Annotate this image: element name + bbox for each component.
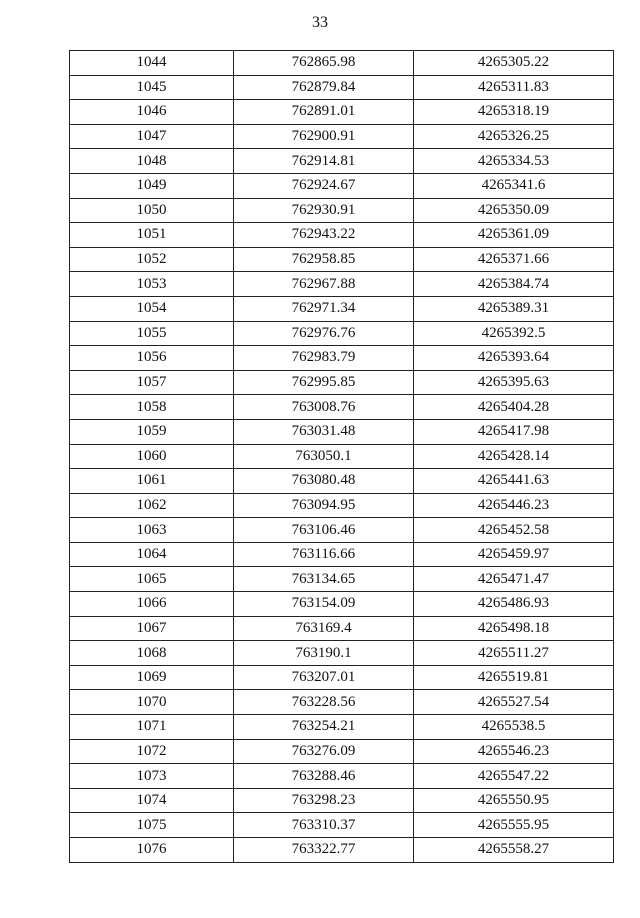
- point-number-cell: 1066: [70, 592, 234, 617]
- x-coordinate-cell: 763116.66: [234, 542, 414, 567]
- x-coordinate-cell: 763298.23: [234, 788, 414, 813]
- y-coordinate-cell: 4265446.23: [414, 493, 614, 518]
- table-row: [70, 493, 614, 518]
- x-coordinate-cell: 762958.85: [234, 247, 414, 272]
- y-coordinate-cell: 4265341.6: [414, 173, 614, 198]
- point-number-cell: 1051: [70, 223, 234, 248]
- y-coordinate-cell: 4265555.95: [414, 813, 614, 838]
- table-row: [70, 715, 614, 740]
- x-coordinate-cell: 763322.77: [234, 838, 414, 863]
- point-number-cell: 1061: [70, 469, 234, 494]
- point-number-cell: 1055: [70, 321, 234, 346]
- table-row: [70, 75, 614, 100]
- table-row: [70, 838, 614, 863]
- x-coordinate-cell: 763276.09: [234, 739, 414, 764]
- point-number-cell: 1048: [70, 149, 234, 174]
- table-row: [70, 518, 614, 543]
- y-coordinate-cell: 4265371.66: [414, 247, 614, 272]
- point-number-cell: 1058: [70, 395, 234, 420]
- y-coordinate-cell: 4265519.81: [414, 665, 614, 690]
- x-coordinate-cell: 762995.85: [234, 370, 414, 395]
- x-coordinate-cell: 762967.88: [234, 272, 414, 297]
- x-coordinate-cell: 762943.22: [234, 223, 414, 248]
- x-coordinate-cell: 763228.56: [234, 690, 414, 715]
- table-row: [70, 764, 614, 789]
- table-row: [70, 641, 614, 666]
- point-number-cell: 1060: [70, 444, 234, 469]
- x-coordinate-cell: 762930.91: [234, 198, 414, 223]
- point-number-cell: 1054: [70, 296, 234, 321]
- table-row: [70, 665, 614, 690]
- y-coordinate-cell: 4265538.5: [414, 715, 614, 740]
- table-row: [70, 567, 614, 592]
- y-coordinate-cell: 4265547.22: [414, 764, 614, 789]
- point-number-cell: 1056: [70, 346, 234, 371]
- y-coordinate-cell: 4265361.09: [414, 223, 614, 248]
- y-coordinate-cell: 4265546.23: [414, 739, 614, 764]
- table-row: [70, 346, 614, 371]
- y-coordinate-cell: 4265486.93: [414, 592, 614, 617]
- table-row: [70, 272, 614, 297]
- point-number-cell: 1075: [70, 813, 234, 838]
- table-row: [70, 321, 614, 346]
- x-coordinate-cell: 762924.67: [234, 173, 414, 198]
- point-number-cell: 1053: [70, 272, 234, 297]
- table-row: [70, 813, 614, 838]
- table-row: [70, 296, 614, 321]
- y-coordinate-cell: 4265395.63: [414, 370, 614, 395]
- y-coordinate-cell: 4265471.47: [414, 567, 614, 592]
- y-coordinate-cell: 4265417.98: [414, 419, 614, 444]
- y-coordinate-cell: 4265393.64: [414, 346, 614, 371]
- y-coordinate-cell: 4265311.83: [414, 75, 614, 100]
- x-coordinate-cell: 763190.1: [234, 641, 414, 666]
- x-coordinate-cell: 762865.98: [234, 51, 414, 76]
- x-coordinate-cell: 763254.21: [234, 715, 414, 740]
- point-number-cell: 1046: [70, 100, 234, 125]
- y-coordinate-cell: 4265550.95: [414, 788, 614, 813]
- x-coordinate-cell: 762976.76: [234, 321, 414, 346]
- point-number-cell: 1044: [70, 51, 234, 76]
- x-coordinate-cell: 763154.09: [234, 592, 414, 617]
- table-row: [70, 690, 614, 715]
- table-row: [70, 616, 614, 641]
- point-number-cell: 1069: [70, 665, 234, 690]
- x-coordinate-cell: 763094.95: [234, 493, 414, 518]
- point-number-cell: 1076: [70, 838, 234, 863]
- point-number-cell: 1071: [70, 715, 234, 740]
- y-coordinate-cell: 4265305.22: [414, 51, 614, 76]
- point-number-cell: 1063: [70, 518, 234, 543]
- table-row: [70, 395, 614, 420]
- y-coordinate-cell: 4265452.58: [414, 518, 614, 543]
- table-row: [70, 739, 614, 764]
- table-row: [70, 444, 614, 469]
- x-coordinate-cell: 762879.84: [234, 75, 414, 100]
- coordinates-table: [69, 50, 614, 863]
- point-number-cell: 1050: [70, 198, 234, 223]
- y-coordinate-cell: 4265558.27: [414, 838, 614, 863]
- table-row: [70, 247, 614, 272]
- point-number-cell: 1064: [70, 542, 234, 567]
- table-row: [70, 223, 614, 248]
- y-coordinate-cell: 4265350.09: [414, 198, 614, 223]
- y-coordinate-cell: 4265428.14: [414, 444, 614, 469]
- y-coordinate-cell: 4265511.27: [414, 641, 614, 666]
- x-coordinate-cell: 762891.01: [234, 100, 414, 125]
- x-coordinate-cell: 762983.79: [234, 346, 414, 371]
- x-coordinate-cell: 762900.91: [234, 124, 414, 149]
- y-coordinate-cell: 4265498.18: [414, 616, 614, 641]
- y-coordinate-cell: 4265527.54: [414, 690, 614, 715]
- y-coordinate-cell: 4265389.31: [414, 296, 614, 321]
- y-coordinate-cell: 4265441.63: [414, 469, 614, 494]
- x-coordinate-cell: 762971.34: [234, 296, 414, 321]
- point-number-cell: 1070: [70, 690, 234, 715]
- x-coordinate-cell: 763169.4: [234, 616, 414, 641]
- x-coordinate-cell: 763207.01: [234, 665, 414, 690]
- table-row: [70, 173, 614, 198]
- table-row: [70, 788, 614, 813]
- y-coordinate-cell: 4265334.53: [414, 149, 614, 174]
- x-coordinate-cell: 763008.76: [234, 395, 414, 420]
- table-row: [70, 370, 614, 395]
- x-coordinate-cell: 763080.48: [234, 469, 414, 494]
- table-row: [70, 100, 614, 125]
- x-coordinate-cell: 763050.1: [234, 444, 414, 469]
- point-number-cell: 1062: [70, 493, 234, 518]
- point-number-cell: 1068: [70, 641, 234, 666]
- table-row: [70, 198, 614, 223]
- x-coordinate-cell: 763106.46: [234, 518, 414, 543]
- point-number-cell: 1073: [70, 764, 234, 789]
- table-row: [70, 124, 614, 149]
- table-row: [70, 149, 614, 174]
- point-number-cell: 1072: [70, 739, 234, 764]
- table-row: [70, 419, 614, 444]
- y-coordinate-cell: 4265404.28: [414, 395, 614, 420]
- y-coordinate-cell: 4265459.97: [414, 542, 614, 567]
- table-row: [70, 469, 614, 494]
- point-number-cell: 1059: [70, 419, 234, 444]
- y-coordinate-cell: 4265384.74: [414, 272, 614, 297]
- x-coordinate-cell: 762914.81: [234, 149, 414, 174]
- x-coordinate-cell: 763288.46: [234, 764, 414, 789]
- y-coordinate-cell: 4265326.25: [414, 124, 614, 149]
- point-number-cell: 1074: [70, 788, 234, 813]
- page-number: 33: [312, 14, 328, 31]
- point-number-cell: 1057: [70, 370, 234, 395]
- x-coordinate-cell: 763134.65: [234, 567, 414, 592]
- table-row: [70, 592, 614, 617]
- y-coordinate-cell: 4265318.19: [414, 100, 614, 125]
- y-coordinate-cell: 4265392.5: [414, 321, 614, 346]
- coordinates-table-body: [70, 51, 614, 863]
- point-number-cell: 1049: [70, 173, 234, 198]
- point-number-cell: 1045: [70, 75, 234, 100]
- point-number-cell: 1067: [70, 616, 234, 641]
- point-number-cell: 1047: [70, 124, 234, 149]
- point-number-cell: 1052: [70, 247, 234, 272]
- x-coordinate-cell: 763310.37: [234, 813, 414, 838]
- table-row: [70, 542, 614, 567]
- point-number-cell: 1065: [70, 567, 234, 592]
- x-coordinate-cell: 763031.48: [234, 419, 414, 444]
- table-row: [70, 51, 614, 76]
